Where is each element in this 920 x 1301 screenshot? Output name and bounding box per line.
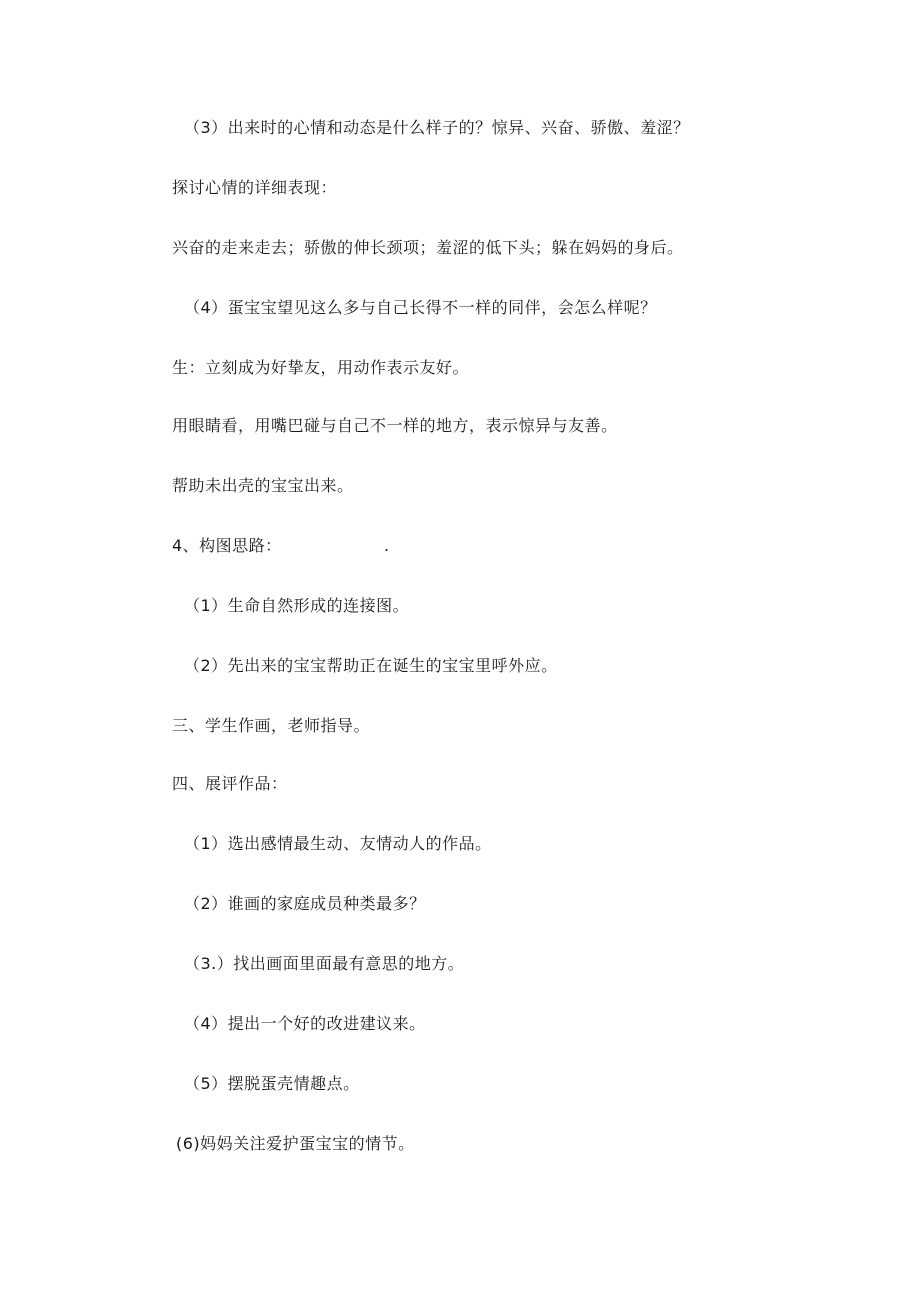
section-heading-exhibit: 四、展评作品： bbox=[172, 774, 288, 793]
text-line-mood-details: 兴奋的走来走去；骄傲的伸长颈项；羞涩的低下头；躲在妈妈的身后。 bbox=[172, 238, 684, 257]
section-heading-drawing: 三、学生作画，老师指导。 bbox=[172, 716, 371, 735]
section-heading-composition: 4、构图思路： bbox=[172, 536, 282, 555]
text-line-exhibit-3: （3.）找出画面里面最有意思的地方。 bbox=[184, 954, 465, 973]
text-line-discuss-mood: 探讨心情的详细表现： bbox=[172, 178, 338, 197]
text-line-composition-1: （1）生命自然形成的连接图。 bbox=[184, 596, 410, 615]
text-line-student-answer: 生：立刻成为好挚友，用动作表示友好。 bbox=[172, 358, 470, 377]
text-line-exhibit-5: （5）摆脱蛋壳情趣点。 bbox=[184, 1074, 360, 1093]
text-line-exhibit-1: （1）选出感情最生动、友情动人的作品。 bbox=[184, 834, 492, 853]
text-line-q4-companions: （4）蛋宝宝望见这么多与自己长得不一样的同伴，会怎么样呢？ bbox=[184, 298, 657, 317]
text-line-exhibit-4: （4）提出一个好的改进建议来。 bbox=[184, 1014, 426, 1033]
text-line-q3-mood: （3）出来时的心情和动态是什么样子的？惊异、兴奋、骄傲、羞涩？ bbox=[184, 118, 690, 137]
text-line-exhibit-6: (6)妈妈关注爱护蛋宝宝的情节。 bbox=[176, 1134, 415, 1153]
text-line-exhibit-2: （2）谁画的家庭成员种类最多？ bbox=[184, 894, 426, 913]
text-line-composition-2: （2）先出来的宝宝帮助正在诞生的宝宝里呼外应。 bbox=[184, 656, 558, 675]
stray-mark: . bbox=[384, 536, 390, 555]
text-line-eyes-mouth: 用眼睛看，用嘴巴碰与自己不一样的地方，表示惊异与友善。 bbox=[172, 416, 618, 435]
text-line-help-hatch: 帮助未出壳的宝宝出来。 bbox=[172, 476, 354, 495]
